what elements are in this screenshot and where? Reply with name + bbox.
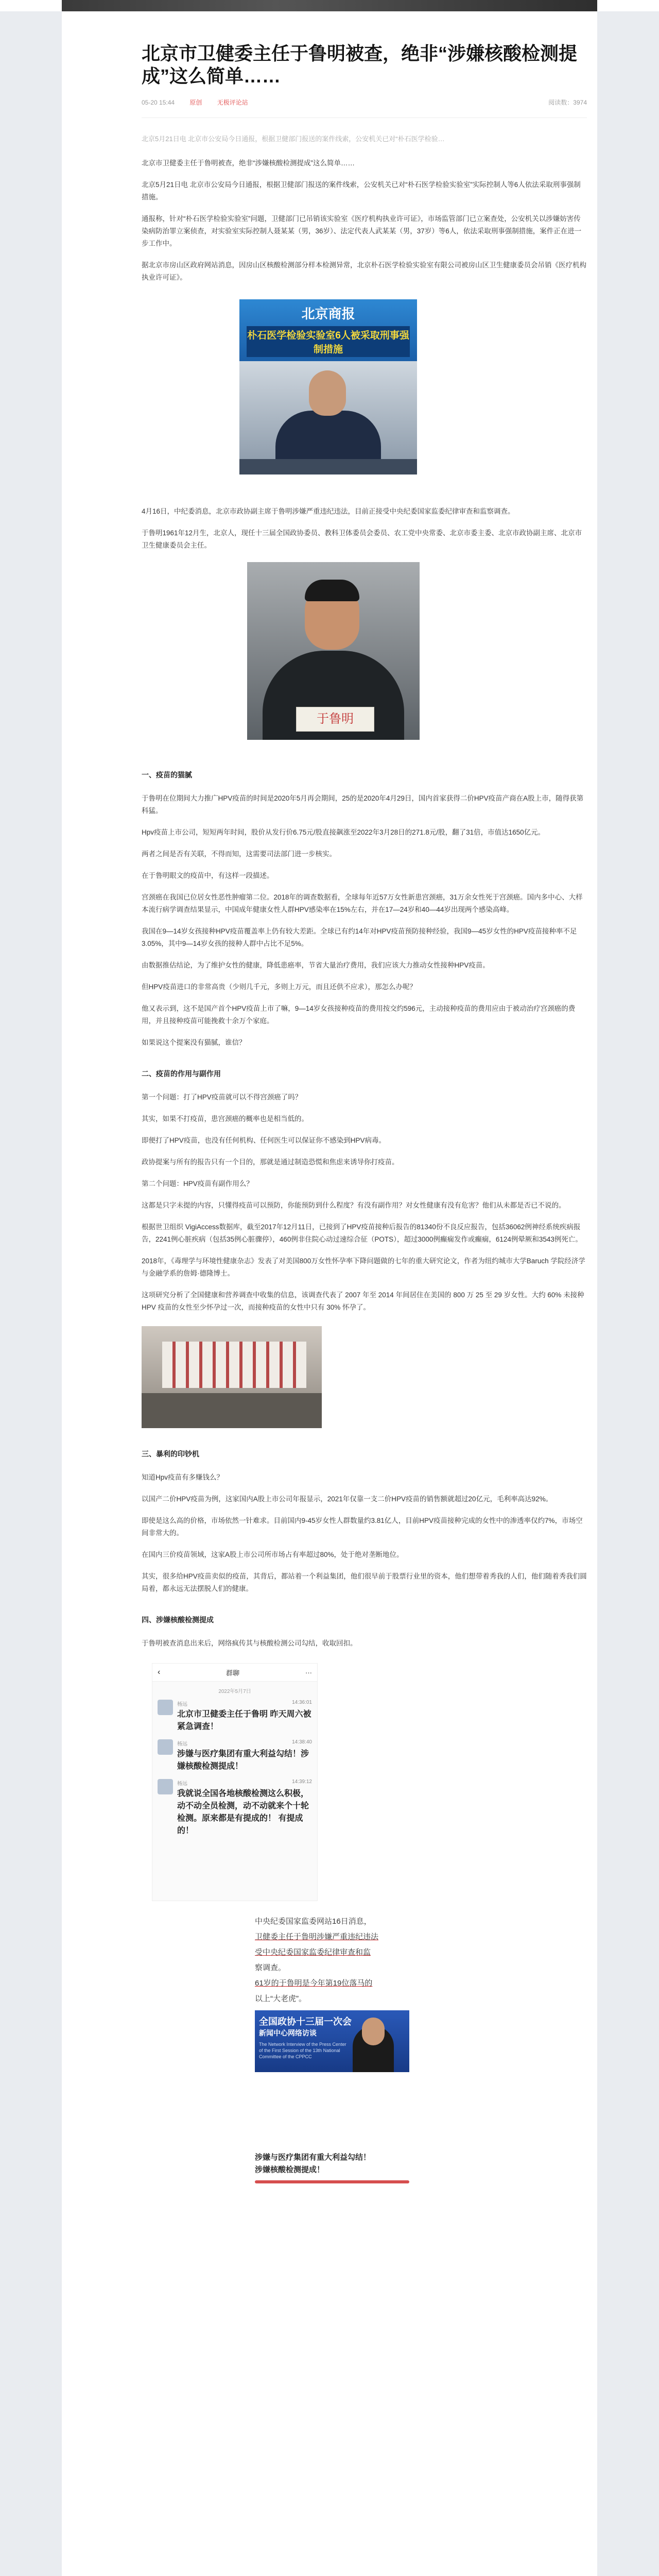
chat-message: [158, 1700, 312, 1733]
section-2-body: [142, 1091, 587, 1314]
top-banner-image: [62, 0, 597, 11]
article-page: [62, 11, 597, 2576]
news-image-police[interactable]: [239, 299, 417, 474]
paragraph: 4月16日，中纪委消息，北京市政协副主席于鲁明涉嫌严重违纪违法，目前正接受中央纪委国家监委纪律审查和监察调查。: [142, 507, 515, 515]
image-headline: 朴石医学检验实验室6人被采取刑事强制措施: [247, 326, 410, 357]
paragraph: 但HPV疫苗进口的非常高贵（少则几千元，多则上万元，而且还供不应求），那怎么办呢？: [142, 983, 417, 991]
chat-message: [158, 1739, 312, 1773]
paragraph: 他又表示到，这不是国产首个HPV疫苗上市了嘛，9—14岁女孩接种疫苗的费用按交约596元，主动接种疫苗的费用应由于被动治疗宫颈癌的费用，并且接种疫苗可能挽救十余万个家庭。: [142, 1005, 576, 1025]
news-note: [255, 1916, 414, 2150]
note-line: 卫健委主任于鲁明涉嫌严重违纪违法: [255, 1933, 379, 1941]
paragraph: 由数据推估结论，为了维护女性的健康，降低患癌率，节省大量治疗费用，我们应该大力推动女性接种HPV疫苗。: [142, 961, 490, 969]
section-heading: 四、涉嫌核酸检测提成: [142, 1616, 214, 1624]
sender-name: 杨远: [177, 1741, 187, 1747]
paragraph-group-2: [142, 505, 587, 552]
paragraph: 其实，如果不打疫苗，患宫颈癌的概率也是相当低的。: [142, 1115, 308, 1123]
interview-english: The Network Interview of the Press Center of the First Session of the 13th National Committee of the CPPCC: [259, 2042, 346, 2059]
paragraph: 即使是这么高的价格，市场依然一针难求。目前国内9-45岁女性人群数量约3.81亿人，目前HPV疫苗接种完成的女性中的渗透率仅约7%，市场空间非常大的。: [142, 1517, 583, 1537]
message-time: 14:38:40: [292, 1739, 312, 1745]
paragraph: 2018年，《毒理学与环境性健康杂志》发表了对美国800万女性怀孕率下降问题做的七年的重大研究论文，作者为纽约城市大学Baruch 学院经济学与金融学系的詹姆·德隆博士。: [142, 1257, 585, 1277]
note-line: 61岁的于鲁明是今年第19位落马的: [255, 1979, 373, 1988]
paragraph: 在于鲁明眼文的疫苗中，有这样一段描述。: [142, 872, 274, 879]
paragraph: 如果说这个提案没有猫腻，谁信？: [142, 1039, 246, 1046]
paragraph: 第一个问题：打了HPV疫苗就可以不得宫颈癌了吗？: [142, 1093, 302, 1101]
sender-name: 杨远: [177, 1781, 187, 1787]
read-count: 阅读数：3974: [548, 99, 587, 106]
red-scribble: [255, 2180, 409, 2183]
paragraph: 北京5月21日电 北京市公安局今日通报，根据卫健部门报送的案件线索，公安机关已对“朴石医学检验实验室”实际控制人等6人依法采取刑事强制措施。: [142, 181, 581, 201]
paragraph: 这项研究分析了全国健康和营养调查中收集的信息，该调查代表了 2007 年至 2014 年间居住在美国的 800 万 25 至 29 岁女性。大约 60% 未接种 HPV 疫苗的女性至少怀孕过一次，而接种疫苗的女性中只有 30% 怀孕了。: [142, 1291, 584, 1311]
avatar: [158, 1700, 173, 1715]
machine-base: [142, 1393, 322, 1428]
section-4-body: [142, 1637, 587, 1650]
note-line: 中央纪委国家监委网站16日消息，: [255, 1917, 372, 1926]
paragraph: 根据世卫组织 VigiAccess数据库，截至2017年12月11日，已接到了HPV疫苗接种后报告的81340份不良反应报告，包括36062例神经系统疾病报告，2241例心脏疾病（包括35例心脏骤停），460例非住院心动过速综合征（POTS），超过3000例癫痫发作或癫痫，6124例晕厥和3543例死亡。: [142, 1223, 582, 1243]
message-body: [177, 1779, 312, 1837]
factory-image[interactable]: [142, 1326, 322, 1428]
desk: [239, 459, 417, 474]
paragraph: 于鲁明在位期间大力推广HPV疫苗的时间是2020年5月再会期间，25的是2020年4月29日，国内首家获得二价HPV疫苗产商在A股上市，随得获第科猛。: [142, 794, 584, 815]
chat-header: [152, 1664, 317, 1682]
screenshot-collage[interactable]: [152, 1663, 420, 2263]
image-banner: [239, 299, 417, 361]
avatar: [158, 1779, 173, 1794]
section-heading: 一、疫苗的猫腻: [142, 771, 192, 779]
message-header: [177, 1779, 312, 1787]
paragraph: 两者之间是否有关联，不得而知，这需要司法部门进一步核实。: [142, 850, 336, 858]
section-3-body: [142, 1471, 587, 1595]
paragraph: 宫颈癌在我国已位居女性恶性肿瘤第二位。2018年的调查数据看，全球每年近57万女性新患宫颈癌，31万余女性死于宫颈癌。国内多中心、大样本流行病学调查结果显示，中国成年健康女性人群HPV感染率在15%左右，并在17—24岁和40—44岁出现两个感染高峰。: [142, 893, 583, 913]
paragraph: 这都是只字未提的内容，只懂得疫苗可以预防，你能预防到什么程度？有没有副作用？对女性健康有没有危害？他们从未都是否已不说的。: [142, 1201, 566, 1209]
more-icon: ···: [305, 1668, 312, 1676]
interview-subtitle: 新闻中心网络访谈: [259, 2029, 317, 2037]
paragraph: 即便打了HPV疫苗，也没有任何机构、任何医生可以保证你不感染到HPV病毒。: [142, 1137, 386, 1144]
avatar: [158, 1739, 173, 1755]
paragraph-group-1: [142, 157, 587, 284]
handwritten-note: [255, 2151, 414, 2183]
vial-rack: [162, 1342, 306, 1388]
chat-screenshot: [152, 1663, 318, 1901]
person-head: [309, 370, 346, 416]
portrait-image[interactable]: [247, 562, 420, 740]
person-hair: [305, 580, 359, 601]
paragraph: 知道Hpv疫苗有多赚钱么？: [142, 1473, 224, 1481]
note-line: 涉嫌与医疗集团有重大利益勾结！: [255, 2153, 371, 2162]
paragraph: 据北京市房山区政府网站消息，因房山区核酸检测部分样本检测异常，北京朴石医学检验实验室有限公司被房山区卫生健康委员会吊销《医疗机构执业许可证》。: [142, 261, 586, 281]
section-heading: 二、疫苗的作用与副作用: [142, 1070, 221, 1078]
chat-title: 群聊: [226, 1669, 240, 1677]
note-line: 涉嫌核酸检测提成！: [255, 2165, 325, 2174]
section-heading: 三、暴利的印钞机: [142, 1450, 199, 1458]
interview-title: 全国政协十三届一次会: [259, 2016, 352, 2027]
paragraph: 我国在9—14岁女孩接种HPV疫苗覆盖率上仍有较大差距。全球已有约14年对HPV疫苗预防接种经验，我国9—45岁女性的HPV疫苗接种率不足3.05%，其中9—14岁女孩的接种人群中占比不足5%。: [142, 927, 577, 947]
source-link[interactable]: 无极评论站: [217, 99, 248, 106]
article-meta: [142, 98, 587, 107]
paragraph: 政协提案与所有的报告只有一个目的，那就是通过制造恐慌和焦虑来诱导你打疫苗。: [142, 1158, 399, 1166]
paragraph: 其实，很多给HPV疫苗卖似的疫苗，其背后，都站着一个利益集团，他们很早前于股票行业里的资本，他们想带着秀我的人们，他们随着秀我们圆局着，都永远无法摆脱人们的健康。: [142, 1572, 587, 1592]
image-photo: [239, 361, 417, 474]
paragraph: Hpv疫苗上市公司，短短两年时间，股价从发行价6.75元/股直接飙涨至2022年3月28日的271.8元/股，翻了31倍，市值达1650亿元。: [142, 828, 545, 836]
interview-image: [255, 2010, 409, 2072]
article-title: 北京市卫健委主任于鲁明被查，绝非“涉嫌核酸检测提成”这么简单……: [142, 43, 578, 87]
article-content: [142, 42, 587, 2263]
message-text: 涉嫌与医疗集团有重大利益勾结！涉嫌核酸检测提成！: [177, 1750, 309, 1771]
paragraph: 于鲁明被查消息出来后，网络疯传其与核酸检测公司勾结，收取回扣。: [142, 1639, 357, 1647]
original-tag[interactable]: 原创: [189, 99, 202, 106]
paragraph: 于鲁明1961年12月生，北京人，现任十三届全国政协委员、教科卫体委员会委员、农工党中央常委、北京市委主委、北京市政协副主席、北京市卫生健康委员会主任。: [142, 529, 582, 549]
image-brand: 北京商报: [301, 307, 355, 321]
chat-date: 2022年5月7日: [218, 1689, 251, 1694]
nameplate: 于鲁明: [296, 707, 374, 732]
message-text: 我就说全国各地核酸检测这么积极，动不动全员检测，动不动就来个十轮检测。原来都是有提成的！ 有提成的！: [177, 1789, 309, 1835]
publish-date: 05-20 15:44: [142, 99, 175, 106]
article-lead: 北京5月21日电 北京市公安局今日通报，根据卫健部门报送的案件线索，公安机关已对“朴石医学检验…: [142, 135, 445, 143]
paragraph: 通报称，针对“朴石医学检验实验室”问题，卫健部门已吊销该实验室《医疗机构执业许可证》，市场监管部门已立案查处，公安机关以涉嫌妨害传染病防治罪立案侦查，对实验室实际控制人聂某某（男，36岁）、法定代表人武某某（男，37岁）等6人，依法采取刑事强制措施，案件正在进一步工作中。: [142, 215, 582, 247]
message-text: 北京市卫健委主任于鲁明 昨天周六被紧急调查！: [177, 1710, 311, 1731]
paragraph: 以国产二价HPV疫苗为例，这家国内A股上市公司年报显示，2021年仅靠一支二价HPV疫苗的销售额就超过20亿元，毛利率高达92%。: [142, 1495, 553, 1503]
message-header: [177, 1700, 312, 1707]
section-1-body: [142, 792, 587, 1049]
sender-name: 杨远: [177, 1702, 187, 1707]
note-line: 受中央纪委国家监委纪律审查和监: [255, 1948, 371, 1957]
paragraph: 在国内三价疫苗领域，这家A股上市公司所市场占有率超过80%，处于绝对垄断地位。: [142, 1551, 404, 1558]
divider: [142, 117, 587, 118]
message-time: 14:39:12: [292, 1779, 312, 1785]
message-body: [177, 1739, 312, 1773]
top-banner: [0, 0, 659, 11]
message-body: [177, 1700, 312, 1733]
paragraph: 第二个问题：HPV疫苗有副作用么？: [142, 1180, 253, 1188]
message-time: 14:36:01: [292, 1700, 312, 1705]
note-line: 察调查。: [255, 1963, 286, 1972]
person-head: [362, 2018, 385, 2045]
chat-message: [158, 1779, 312, 1837]
note-line: 以上“大老虎”。: [255, 1994, 306, 2003]
paragraph: 北京市卫健委主任于鲁明被查，绝非“涉嫌核酸检测提成”这么简单……: [142, 159, 355, 167]
back-icon: ‹: [158, 1668, 161, 1676]
message-header: [177, 1739, 312, 1747]
